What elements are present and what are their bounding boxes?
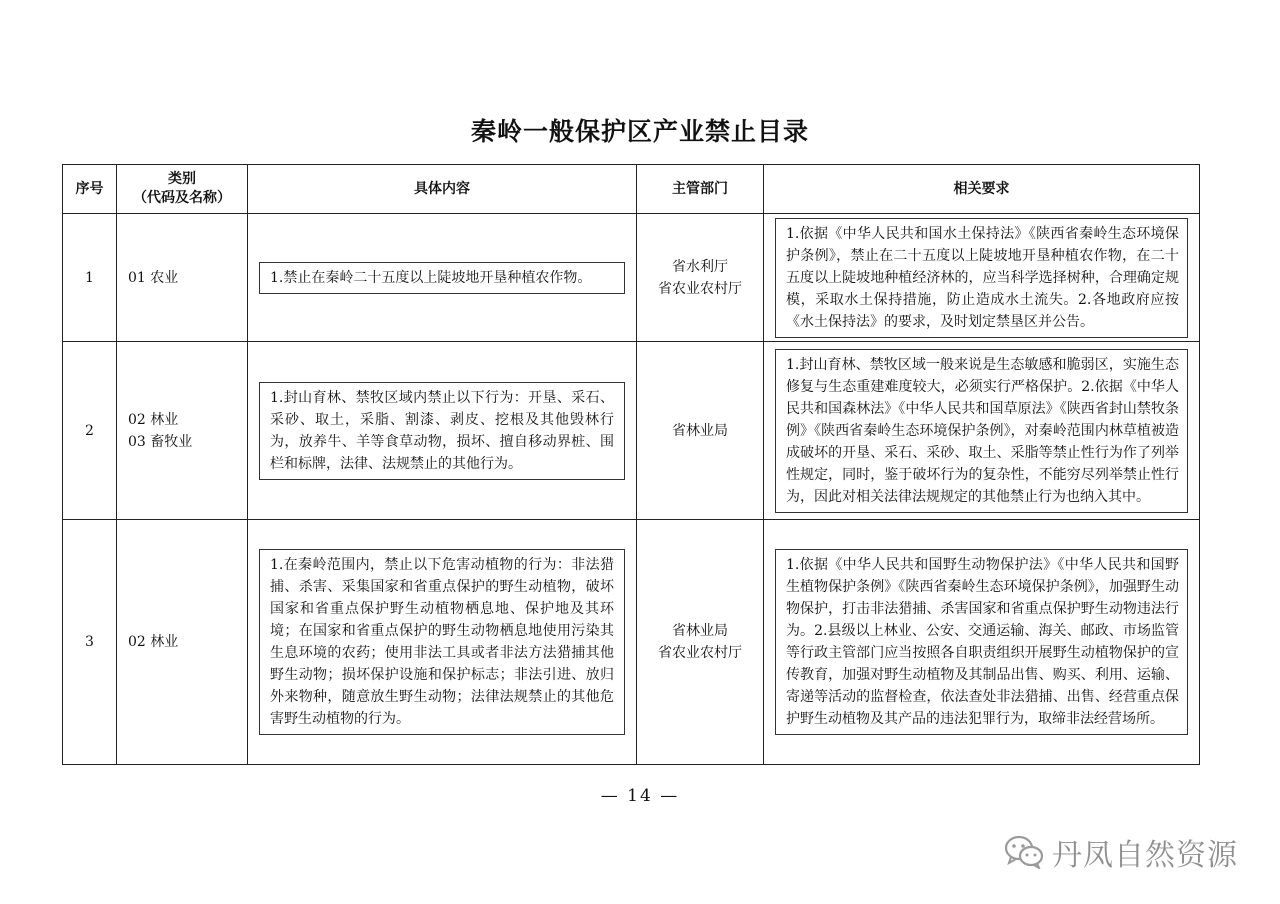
row-content-cell (248, 520, 637, 765)
header-department: 主管部门 (637, 165, 764, 214)
table-row (63, 214, 1200, 342)
row-department: 省林业局 (637, 342, 764, 520)
row-department: 省林业局 省农业农村厅 (637, 520, 764, 765)
row-category: 02 林业 (117, 520, 248, 765)
row-index: 1 (63, 214, 117, 342)
watermark (1004, 830, 1238, 874)
table-row (63, 520, 1200, 765)
watermark-text: 丹凤自然资源 (1052, 838, 1238, 873)
row-requirements: 1.封山育林、禁牧区域一般来说是生态敏感和脆弱区，实施生态修复与生态重建难度较大，必须实行严格保护。2.依据《中华人民共和国森林法》《中华人民共和国草原法》《陕西省封山禁牧条例》《陕西省秦岭生态环境保护条例》，对秦岭范围内林草植被造成破坏的开垦、采石、采砂、取土、采脂等禁止性行为作了列举性规定，同时，鉴于破坏行为的复杂性，不能穷尽列举禁止性行为，因此对相关法律法规规定的其他禁止行为也纳入其中。 (775, 349, 1188, 513)
row-content: 1.禁止在秦岭二十五度以上陡坡地开垦种植农作物。 (259, 262, 625, 294)
table-header-row (63, 165, 1200, 214)
row-content: 1.在秦岭范围内，禁止以下危害动植物的行为：非法猎捕、杀害、采集国家和省重点保护的野生动植物，破坏国家和省重点保护野生动植物栖息地、保护地及其环境；在国家和省重点保护的野生动物栖息地使用污染其生息环境的农药；使用非法工具或者非法方法猎捕其他野生动物；损坏保护设施和保护标志；非法引进、放归外来物种，随意放生野生动物；法律法规禁止的其他危害野生动植物的行为。 (259, 549, 625, 735)
header-requirements: 相关要求 (764, 165, 1200, 214)
row-index: 3 (63, 520, 117, 765)
header-category: 类别 （代码及名称） (117, 165, 248, 214)
row-content: 1.封山育林、禁牧区域内禁止以下行为：开垦、采石、采砂、取土，采脂、割漆、剥皮、挖根及其他毁林行为，放养牛、羊等食草动物，损坏、擅自移动界桩、围栏和标牌，法律、法规禁止的其他行为。 (259, 382, 625, 480)
row-requirements: 1.依据《中华人民共和国野生动物保护法》《中华人民共和国野生植物保护条例》《陕西省秦岭生态环境保护条例》，加强野生动物保护，打击非法猎捕、杀害国家和省重点保护野生动物违法行为。2.县级以上林业、公安、交通运输、海关、邮政、市场监管等行政主管部门应当按照各自职责组织开展野生动植物保护的宣传教育，加强对野生动植物及其制品出售、购买、利用、运输、寄递等活动的监督检查，依法查处非法猎捕、出售、经营重点保护野生动植物及其产品的违法犯罪行为，取缔非法经营场所。 (775, 549, 1188, 735)
document-title: 秦岭一般保护区产业禁止目录 (470, 117, 809, 146)
row-requirements-cell (764, 214, 1200, 342)
row-content-cell (248, 214, 637, 342)
row-requirements-cell (764, 520, 1200, 765)
page-number: — 14 — (600, 786, 680, 806)
row-requirements-cell (764, 342, 1200, 520)
prohibition-catalog-table (62, 164, 1200, 765)
header-index: 序号 (63, 165, 117, 214)
header-content: 具体内容 (248, 165, 637, 214)
row-category: 01 农业 (117, 214, 248, 342)
wechat-icon (1004, 835, 1044, 869)
row-department: 省水利厅 省农业农村厅 (637, 214, 764, 342)
row-requirements: 1.依据《中华人民共和国水土保持法》《陕西省秦岭生态环境保护条例》，禁止在二十五度以上陡坡地开垦种植农作物，在二十五度以上陡坡地种植经济林的，应当科学选择树种，合理确定规模，采取水土保持措施，防止造成水土流失。2.各地政府应按《水土保持法》的要求，及时划定禁垦区并公告。 (775, 218, 1188, 338)
row-index: 2 (63, 342, 117, 520)
row-content-cell (248, 342, 637, 520)
table-row (63, 342, 1200, 520)
row-category: 02 林业 03 畜牧业 (117, 342, 248, 520)
